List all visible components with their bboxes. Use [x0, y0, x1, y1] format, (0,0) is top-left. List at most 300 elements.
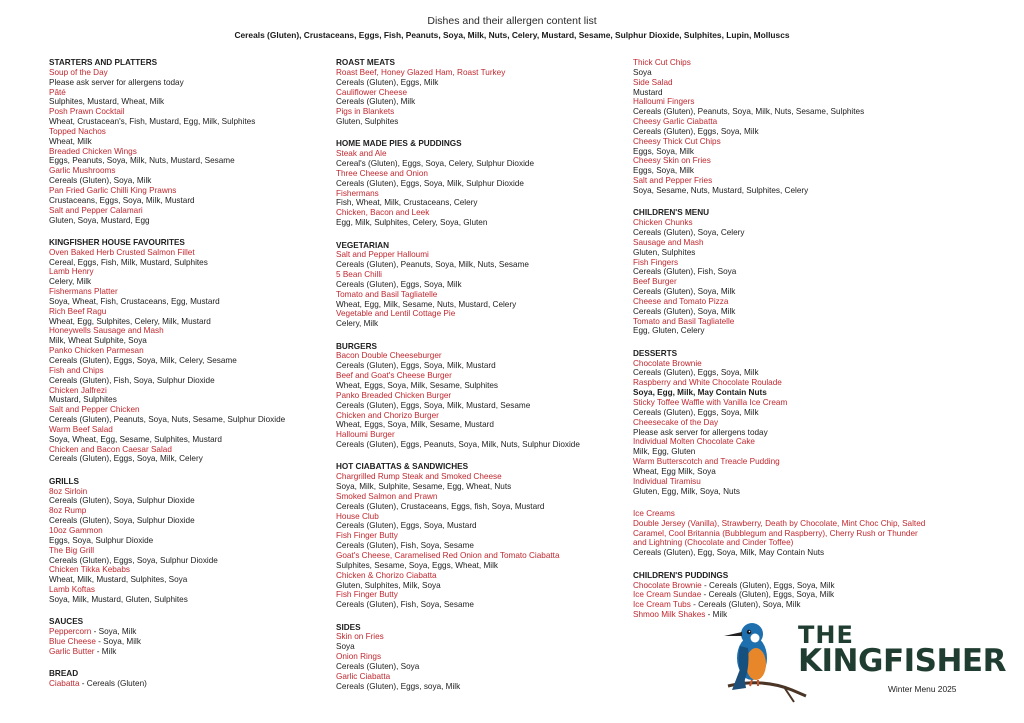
dish-name: Halloumi Fingers — [633, 97, 695, 107]
dish-name: Individual Tiramisu — [633, 476, 701, 486]
allergen-text: Milk, Wheat Sulphite, Soya — [49, 336, 147, 346]
dish-name: Halloumi Burger — [336, 430, 395, 440]
separator: - — [91, 627, 99, 637]
menu-line — [633, 487, 928, 497]
menu-line — [336, 472, 626, 482]
separator: - — [701, 580, 710, 590]
menu-line — [49, 117, 329, 127]
allergen-text: Wheat, Crustacean's, Fish, Mustard, Egg, Milk, Sulphites — [49, 117, 256, 127]
menu-line — [336, 159, 626, 169]
menu-section — [336, 462, 626, 610]
menu-line — [633, 418, 928, 428]
dish-name: Panko Breaded Chicken Burger — [336, 390, 452, 400]
menu-line — [49, 206, 329, 216]
dish-name: Fish Finger Butty — [336, 590, 398, 600]
allergen-text: Cereals (Gluten), Soya — [336, 661, 420, 671]
menu-line — [336, 169, 626, 179]
separator: - — [95, 636, 104, 646]
allergen-text: Cereals (Gluten), Soya, Sulphur Dioxide — [49, 516, 195, 526]
menu-column-2 — [336, 58, 626, 704]
menu-line — [633, 509, 928, 519]
menu-line — [336, 581, 626, 591]
allergen-text: Cereals (Gluten), Soya, Sulphur Dioxide — [49, 496, 195, 506]
allergen-text: Soya, Milk — [98, 627, 137, 637]
allergen-text: Cereal, Eggs, Fish, Milk, Mustard, Sulphites — [49, 257, 208, 267]
menu-line — [633, 359, 928, 369]
dish-name: Double Jersey (Vanilla), Strawberry, Death by Chocolate, Mint Choc Chip, Salted Caramel, Cool Britannia (Bubblegum and Raspberry), Cherry Rush or Thunder and Lightning (Chocolate and Cinder Toffee) — [633, 518, 926, 548]
page-header — [0, 14, 1024, 41]
brand-line-1: THE — [798, 621, 854, 649]
menu-line — [336, 309, 626, 319]
dish-name: Chicken and Bacon Caesar Salad — [49, 444, 172, 454]
dish-name: Oven Baked Herb Crusted Salmon Fillet — [49, 247, 195, 257]
menu-line — [336, 270, 626, 280]
menu-line — [633, 477, 928, 487]
menu-section — [633, 509, 928, 558]
dish-name: Sausage and Mash — [633, 237, 704, 247]
dish-name: Pigs in Blankets — [336, 107, 395, 117]
menu-line — [633, 228, 928, 238]
allergen-text: Cereals (Gluten), Eggs, Soya, Mustard — [336, 521, 477, 531]
dish-name: Garlic Ciabatta — [336, 671, 391, 681]
menu-line — [336, 179, 626, 189]
menu-line — [49, 556, 329, 566]
dish-name: Tomato and Basil Tagliatelle — [633, 316, 735, 326]
allergen-text: Soya, Wheat, Fish, Crustaceans, Egg, Mustard — [49, 296, 220, 306]
menu-line — [336, 541, 626, 551]
menu-line — [49, 97, 329, 107]
menu-line — [49, 186, 329, 196]
menu-line — [633, 127, 928, 137]
allergen-text: Cereals (Gluten), Eggs, Soya, Milk, Celery — [49, 454, 203, 464]
dish-name: Breaded Chicken Wings — [49, 146, 137, 156]
dish-name: Cauliflower Cheese — [336, 87, 407, 97]
dish-name: Lamb Koftas — [49, 585, 95, 595]
menu-line — [49, 435, 329, 445]
section-title: SAUCES — [49, 617, 84, 627]
dish-name: Chicken, Bacon and Leek — [336, 208, 430, 218]
menu-line — [633, 326, 928, 336]
menu-line — [336, 401, 626, 411]
allergen-text: Cereals (Gluten), Fish, Soya, Sulphur Dioxide — [49, 375, 215, 385]
allergen-text: Wheat, Eggs, Soya, Milk, Sesame, Sulphites — [336, 380, 499, 390]
dish-name: Rich Beef Ragu — [49, 306, 107, 316]
dish-name: Fish Fingers — [633, 257, 679, 267]
menu-line — [49, 68, 329, 78]
dish-name: Ice Creams — [633, 508, 675, 518]
menu-line — [633, 248, 928, 258]
menu-line — [633, 267, 928, 277]
allergen-text: Eggs, Soya, Milk — [633, 166, 694, 176]
menu-line — [336, 420, 626, 430]
allergen-text: Wheat, Egg, Sulphites, Celery, Milk, Mustard — [49, 316, 211, 326]
menu-line — [336, 68, 626, 78]
menu-line — [49, 386, 329, 396]
menu-line — [336, 430, 626, 440]
separator: - — [690, 600, 699, 610]
menu-line — [336, 189, 626, 199]
menu-line — [633, 166, 928, 176]
allergen-text: Celery, Milk — [336, 319, 379, 329]
section-title: CHILDREN'S MENU — [633, 208, 710, 218]
menu-line — [49, 287, 329, 297]
menu-line — [49, 536, 329, 546]
allergen-text: Cereals (Gluten), Soya, Milk — [633, 287, 736, 297]
menu-line — [633, 156, 928, 166]
dish-name: Salt and Pepper Chicken — [49, 405, 140, 415]
menu-line — [336, 440, 626, 450]
allergen-text: Gluten, Sulphites — [633, 247, 696, 257]
page-title: Dishes and their allergen content list — [427, 15, 597, 27]
allergen-text: Mustard — [633, 87, 663, 97]
menu-section — [336, 241, 626, 330]
menu-line — [336, 391, 626, 401]
menu-line — [49, 595, 329, 605]
menu-line — [49, 166, 329, 176]
allergen-text: Wheat, Milk, Mustard, Sulphites, Soya — [49, 575, 188, 585]
allergen-text: Cereals (Gluten), Eggs, soya, Milk — [336, 681, 461, 691]
dish-name: 8oz Rump — [49, 506, 87, 516]
menu-line — [336, 361, 626, 371]
allergen-text: Cereals (Gluten), Eggs, Soya, Sulphur Dioxide — [49, 555, 218, 565]
menu-section — [49, 669, 329, 689]
section-title: VEGETARIAN — [336, 240, 390, 250]
menu-line — [49, 297, 329, 307]
allergen-text: Soya, Milk — [103, 636, 141, 646]
menu-line — [49, 356, 329, 366]
menu-line — [49, 196, 329, 206]
allergen-list: Cereals (Gluten), Crustaceans, Eggs, Fish, Peanuts, Soya, Milk, Nuts, Celery, Mustard, Sesame, Sulphur Dioxide, Sulphites, Lupin, Molluscs — [234, 30, 790, 40]
menu-line — [49, 307, 329, 317]
menu-line — [336, 600, 626, 610]
allergen-text: Egg, Gluten, Celery — [633, 326, 705, 336]
menu-line — [633, 238, 928, 248]
allergen-text: Cereals (Gluten), Eggs, Soya, Milk, Sulphur Dioxide — [336, 178, 524, 188]
allergen-text: Wheat, Milk — [49, 136, 92, 146]
section-title: BURGERS — [336, 341, 377, 351]
menu-line — [633, 317, 928, 327]
menu-line — [336, 208, 626, 218]
dish-name: Fishermans — [336, 188, 379, 198]
section-title: BREAD — [49, 669, 79, 679]
dish-name: Salt and Pepper Halloumi — [336, 250, 429, 260]
menu-line — [49, 216, 329, 226]
dish-name: Steak and Ale — [336, 149, 387, 159]
menu-line — [336, 551, 626, 561]
dish-name: Ciabatta — [49, 678, 80, 688]
menu-line — [336, 149, 626, 159]
section-title: HOT CIABATTAS & SANDWICHES — [336, 462, 469, 472]
dish-name: 10oz Gammon — [49, 525, 103, 535]
dish-name: Chocolate Brownie — [633, 358, 702, 368]
dish-name: Pâté — [49, 87, 66, 97]
menu-section — [49, 238, 329, 464]
menu-line — [336, 492, 626, 502]
dish-name: Beef Burger — [633, 277, 677, 287]
menu-line — [633, 277, 928, 287]
separator: - — [79, 678, 87, 688]
section-title: KINGFISHER HOUSE FAVOURITES — [49, 237, 185, 247]
menu-season: Winter Menu 2025 — [888, 684, 957, 694]
menu-line — [633, 186, 928, 196]
dish-name: Vegetable and Lentil Cottage Pie — [336, 309, 456, 319]
dish-name: Smoked Salmon and Prawn — [336, 491, 438, 501]
menu-line — [336, 672, 626, 682]
dish-name: Cheesy Garlic Ciabatta — [633, 117, 718, 127]
menu-line — [633, 88, 928, 98]
dish-name: Shmoo Milk Shakes — [633, 610, 706, 620]
separator: - — [705, 610, 713, 620]
dish-name: Topped Nachos — [49, 126, 106, 136]
dish-name: Warm Butterscotch and Treacle Pudding — [633, 457, 780, 467]
dish-name: Cheese and Tomato Pizza — [633, 296, 729, 306]
allergen-text: Wheat, Egg Milk, Soya — [633, 466, 716, 476]
dish-name: Side Salad — [633, 77, 673, 87]
menu-line — [633, 258, 928, 268]
menu-line — [633, 467, 928, 477]
allergen-text: Cereals (Gluten), Eggs, Soya, Milk — [633, 368, 759, 378]
menu-line — [336, 662, 626, 672]
menu-line — [633, 548, 928, 558]
allergen-text: Fish, Wheat, Milk, Crustaceans, Celery — [336, 198, 478, 208]
section-title: HOME MADE PIES & PUDDINGS — [336, 139, 462, 149]
menu-line — [49, 516, 329, 526]
menu-line — [49, 565, 329, 575]
menu-line — [633, 457, 928, 467]
allergen-text: Eggs, Soya, Milk — [633, 146, 694, 156]
section-title: GRILLS — [49, 476, 80, 486]
menu-line — [633, 600, 928, 610]
menu-section — [49, 58, 329, 225]
menu-line — [336, 502, 626, 512]
menu-line — [633, 107, 928, 117]
dish-name: Roast Beef, Honey Glazed Ham, Roast Turkey — [336, 67, 506, 77]
menu-line — [633, 117, 928, 127]
allergen-text: Milk — [101, 646, 117, 656]
dish-name: Honeywells Sausage and Mash — [49, 326, 164, 336]
dish-name: Chicken Chunks — [633, 218, 693, 228]
menu-line — [336, 218, 626, 228]
brand-line-2: KINGFISHER — [798, 643, 1006, 679]
menu-line — [49, 425, 329, 435]
menu-line — [49, 346, 329, 356]
dish-name: Warm Beef Salad — [49, 424, 113, 434]
menu-line — [336, 381, 626, 391]
menu-line — [49, 506, 329, 516]
separator: - — [94, 646, 102, 656]
section-title: ROAST MEATS — [336, 58, 395, 67]
allergen-text: Egg, Milk, Sulphites, Celery, Soya, Gluten — [336, 218, 488, 228]
menu-line — [336, 482, 626, 492]
dish-name: 5 Bean Chilli — [336, 270, 382, 280]
allergen-text: Soya, Wheat, Egg, Sesame, Sulphites, Mustard — [49, 434, 222, 444]
allergen-text: Cereals (Gluten), Fish, Soya, Sesame — [336, 600, 474, 610]
menu-section — [49, 617, 329, 656]
allergen-text: Wheat, Egg, Milk, Sesame, Nuts, Mustard, Celery — [336, 299, 517, 309]
menu-line — [49, 107, 329, 117]
allergen-text: Cereals (Gluten), Milk — [336, 97, 416, 107]
allergen-text: Cereals (Gluten), Soya, Celery — [633, 228, 745, 237]
menu-line — [49, 267, 329, 277]
allergen-text: Milk, Egg, Gluten — [633, 447, 696, 457]
allergen-text: Sulphites, Sesame, Soya, Eggs, Wheat, Milk — [336, 560, 499, 570]
dish-name: Cheesy Skin on Fries — [633, 156, 711, 166]
menu-line — [336, 88, 626, 98]
menu-line — [633, 307, 928, 317]
section-title: DESSERTS — [633, 348, 678, 358]
separator: - — [701, 590, 709, 600]
dish-name: Tomato and Basil Tagliatelle — [336, 289, 438, 299]
allergen-text: Cereals (Gluten), Crustaceans, Eggs, fish, Soya, Mustard — [336, 501, 545, 511]
allergen-text: Cereals (Gluten), Fish, Soya, Sesame — [336, 541, 474, 551]
allergen-text: Crustaceans, Eggs, Soya, Milk, Mustard — [49, 195, 195, 205]
menu-line — [336, 351, 626, 361]
menu-line — [49, 627, 329, 637]
menu-line — [49, 679, 329, 689]
menu-section — [49, 477, 329, 605]
menu-line — [49, 546, 329, 556]
allergen-text: Mustard, Sulphites — [49, 395, 117, 405]
dish-name: Cheesecake of the Day — [633, 417, 719, 427]
dish-name: Cheesy Thick Cut Chips — [633, 136, 721, 146]
allergen-text: Cereals (Gluten), Eggs, Soya, Milk — [709, 580, 835, 590]
allergen-text: Cereals (Gluten), Eggs, Soya, Milk, Celery, Sesame — [49, 355, 237, 365]
dish-name: Individual Molten Chocolate Cake — [633, 437, 755, 447]
menu-line — [49, 415, 329, 425]
menu-line — [336, 300, 626, 310]
allergen-text: Sulphites, Mustard, Wheat, Milk — [49, 97, 165, 107]
menu-section — [633, 208, 928, 336]
menu-line — [336, 561, 626, 571]
menu-line — [633, 176, 928, 186]
menu-line — [633, 218, 928, 228]
menu-line — [49, 637, 329, 647]
dish-name: House Club — [336, 511, 379, 521]
menu-line — [336, 512, 626, 522]
dish-name: Salt and Pepper Calamari — [49, 205, 143, 215]
allergen-text: Cereals (Gluten), Fish, Soya — [633, 267, 737, 277]
dish-name: Salt and Pepper Fries — [633, 176, 713, 186]
dish-name: Lamb Henry — [49, 267, 94, 277]
allergen-text: Gluten, Soya, Mustard, Egg — [49, 215, 150, 225]
menu-line — [633, 368, 928, 378]
dish-name: Panko Chicken Parmesan — [49, 346, 144, 356]
menu-line — [336, 590, 626, 600]
menu-line — [336, 319, 626, 329]
menu-section — [336, 623, 626, 692]
allergen-text: Cereals (Gluten), Eggs, Soya, Milk — [633, 407, 759, 417]
dish-name: The Big Grill — [49, 545, 95, 555]
brand-wordmark — [798, 621, 1006, 679]
menu-line — [633, 97, 928, 107]
menu-line — [633, 137, 928, 147]
menu-line — [336, 531, 626, 541]
menu-line — [49, 78, 329, 88]
allergen-text: Cereals (Gluten), Eggs, Soya, Milk — [336, 279, 462, 289]
dish-name: Chocolate Brownie — [633, 580, 702, 590]
dish-name: Posh Prawn Cocktail — [49, 107, 125, 117]
menu-line — [633, 519, 928, 549]
allergen-text: Cereals (Gluten), Eggs, Milk — [336, 77, 439, 87]
menu-line — [49, 137, 329, 147]
menu-line — [633, 437, 928, 447]
dish-name: Beef and Goat's Cheese Burger — [336, 371, 452, 381]
menu-line — [49, 647, 329, 657]
allergen-text: Cereals (Gluten), Egg, Soya, Milk, May Contain Nuts — [633, 548, 825, 558]
menu-line — [49, 487, 329, 497]
menu-line — [49, 405, 329, 415]
allergen-text: Cereals (Gluten), Soya, Milk — [633, 306, 736, 316]
allergen-text: Soya, Milk, Sulphite, Sesame, Egg, Wheat, Nuts — [336, 482, 512, 492]
menu-line — [49, 376, 329, 386]
allergen-text: Eggs, Peanuts, Soya, Milk, Nuts, Mustard, Sesame — [49, 156, 235, 166]
allergen-text: Cereals (Gluten), Eggs, Soya, Milk — [633, 126, 759, 136]
menu-line — [336, 250, 626, 260]
allergen-text: Cereals (Gluten), Eggs, Peanuts, Soya, Milk, Nuts, Sulphur Dioxide — [336, 440, 580, 450]
menu-line — [49, 277, 329, 287]
menu-section — [336, 58, 626, 127]
menu-section — [633, 58, 928, 196]
allergen-text: Please ask server for allergens today — [49, 77, 184, 87]
menu-line — [49, 445, 329, 455]
menu-line — [633, 147, 928, 157]
allergen-text: Cereal's (Gluten), Eggs, Soya, Celery, Sulphur Dioxide — [336, 159, 534, 169]
menu-line — [336, 371, 626, 381]
dish-name: Ice Cream Tubs — [633, 600, 691, 610]
menu-section — [336, 342, 626, 450]
menu-line — [336, 107, 626, 117]
menu-line — [49, 147, 329, 157]
menu-line — [633, 78, 928, 88]
dish-name: Garlic Mushrooms — [49, 166, 116, 176]
allergen-text: Soya, Milk, Mustard, Gluten, Sulphites — [49, 594, 188, 604]
dish-name: Soup of the Day — [49, 67, 108, 77]
menu-line — [633, 378, 928, 388]
menu-section — [633, 571, 928, 620]
menu-line — [633, 388, 928, 398]
dish-name: Chicken and Chorizo Burger — [336, 410, 439, 420]
menu-line — [49, 248, 329, 258]
menu-line — [336, 571, 626, 581]
allergen-text: Gluten, Egg, Milk, Soya, Nuts — [633, 486, 740, 496]
menu-line — [633, 68, 928, 78]
menu-line — [49, 575, 329, 585]
dish-name: Fishermans Platter — [49, 287, 118, 297]
menu-line — [336, 198, 626, 208]
menu-line — [49, 336, 329, 346]
dish-name: Sticky Toffee Waffle with Vanilla Ice Cream — [633, 398, 788, 407]
dish-name: 8oz Sirloin — [49, 486, 88, 496]
allergen-text: Cereals (Gluten), Soya, Milk — [698, 600, 801, 610]
menu-line — [49, 496, 329, 506]
menu-line — [633, 581, 928, 591]
menu-line — [49, 585, 329, 595]
allergen-text: Cereals (Gluten), Soya, Milk — [49, 176, 152, 186]
section-title: SIDES — [336, 622, 361, 632]
dish-name: Onion Rings — [336, 652, 382, 662]
menu-line — [633, 428, 928, 438]
allergen-text: Gluten, Sulphites — [336, 117, 399, 127]
dish-name: Peppercorn — [49, 627, 92, 637]
menu-section — [633, 349, 928, 497]
menu-line — [336, 682, 626, 692]
menu-line — [336, 521, 626, 531]
allergen-text: Cereals (Gluten) — [86, 678, 147, 688]
dish-name: Bacon Double Cheeseburger — [336, 351, 442, 361]
menu-line — [49, 317, 329, 327]
dish-name: Chicken & Chorizo Ciabatta — [336, 570, 437, 580]
menu-line — [49, 366, 329, 376]
